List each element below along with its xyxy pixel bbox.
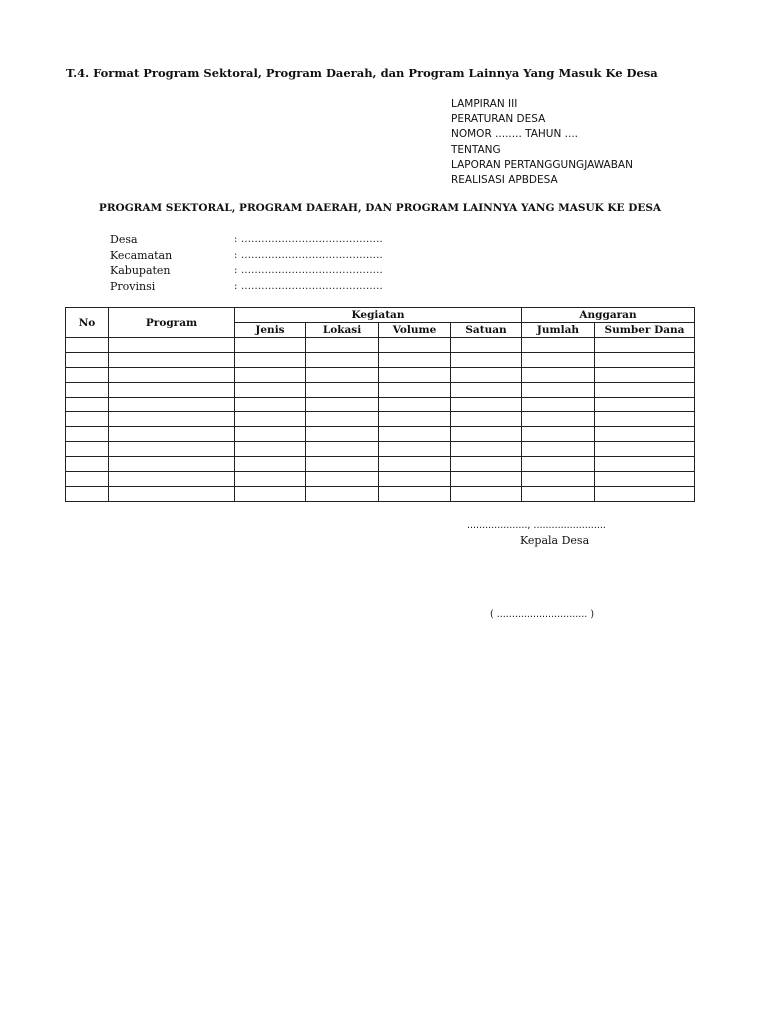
table-row xyxy=(66,472,695,487)
table-cell xyxy=(235,367,306,382)
table-cell xyxy=(451,382,522,397)
table-cell xyxy=(109,382,235,397)
col-header-anggaran: Anggaran xyxy=(522,308,695,323)
table-cell xyxy=(306,486,379,501)
table-cell xyxy=(522,457,595,472)
table-cell xyxy=(235,397,306,412)
col-header-no: No xyxy=(66,308,109,338)
table-cell xyxy=(109,427,235,442)
table-cell xyxy=(379,397,451,412)
col-header-jumlah: Jumlah xyxy=(522,323,595,338)
table-cell xyxy=(595,338,695,353)
table-cell xyxy=(379,442,451,457)
table-cell xyxy=(109,397,235,412)
lampiran-line: REALISASI APBDESA xyxy=(451,174,558,187)
table-row xyxy=(66,352,695,367)
kabupaten-label: Kabupaten xyxy=(110,264,171,277)
lampiran-line: LAPORAN PERTANGGUNGJAWABAN xyxy=(451,158,633,171)
table-cell xyxy=(451,352,522,367)
table-cell xyxy=(595,382,695,397)
kecamatan-value: : .......................................... xyxy=(234,249,383,261)
program-table xyxy=(65,307,695,502)
table-cell xyxy=(595,457,695,472)
table-cell xyxy=(235,472,306,487)
table-cell xyxy=(109,486,235,501)
table-cell xyxy=(451,427,522,442)
lampiran-line: LAMPIRAN III xyxy=(451,98,518,110)
signature-name: ( .............................. ) xyxy=(490,609,595,620)
col-header-kegiatan: Kegiatan xyxy=(235,308,522,323)
table-cell xyxy=(379,457,451,472)
table-row xyxy=(66,412,695,427)
col-header-satuan: Satuan xyxy=(451,323,522,338)
table-cell xyxy=(595,486,695,501)
table-cell xyxy=(66,367,109,382)
provinsi-value: : .......................................... xyxy=(234,280,383,292)
signature-role: Kepala Desa xyxy=(520,534,590,547)
table-cell xyxy=(522,382,595,397)
lampiran-block xyxy=(451,97,633,188)
table-cell xyxy=(379,472,451,487)
table-cell xyxy=(235,442,306,457)
table-body xyxy=(66,338,695,502)
table-cell xyxy=(522,472,595,487)
table-cell xyxy=(306,382,379,397)
table-cell xyxy=(595,412,695,427)
identity-row-kabupaten xyxy=(110,263,383,279)
table-cell xyxy=(66,472,109,487)
table-cell xyxy=(522,427,595,442)
table-cell xyxy=(306,412,379,427)
table-cell xyxy=(306,397,379,412)
table-cell xyxy=(522,397,595,412)
table-cell xyxy=(379,427,451,442)
col-header-lokasi: Lokasi xyxy=(306,323,379,338)
table-row xyxy=(66,442,695,457)
table-row xyxy=(66,486,695,501)
table-cell xyxy=(595,472,695,487)
table-cell xyxy=(595,352,695,367)
table-cell xyxy=(66,338,109,353)
table-cell xyxy=(235,382,306,397)
kabupaten-value: : .......................................... xyxy=(234,265,383,276)
col-header-program: Program xyxy=(109,308,235,338)
lampiran-line: NOMOR ........ TAHUN .... xyxy=(451,128,579,141)
identity-block xyxy=(110,232,383,294)
desa-value: : .......................................... xyxy=(234,234,383,245)
table-cell xyxy=(235,427,306,442)
table-cell xyxy=(235,486,306,501)
table-cell xyxy=(451,457,522,472)
table-cell xyxy=(306,427,379,442)
kecamatan-label: Kecamatan xyxy=(110,248,173,262)
table-cell xyxy=(379,412,451,427)
table-cell xyxy=(66,442,109,457)
table-cell xyxy=(379,352,451,367)
table-cell xyxy=(109,457,235,472)
table-cell xyxy=(379,486,451,501)
signature-place-date: ...................., ........................ xyxy=(467,520,606,531)
table-cell xyxy=(451,472,522,487)
table-cell xyxy=(306,338,379,353)
table-cell xyxy=(66,427,109,442)
desa-label: Desa xyxy=(110,233,138,246)
lampiran-line: PERATURAN DESA xyxy=(451,113,546,126)
table-cell xyxy=(379,367,451,382)
table-row xyxy=(66,427,695,442)
table-cell xyxy=(379,338,451,353)
table-cell xyxy=(451,338,522,353)
table-cell xyxy=(522,486,595,501)
table-cell xyxy=(109,472,235,487)
identity-row-desa xyxy=(110,232,383,248)
table-cell xyxy=(306,457,379,472)
table-row xyxy=(66,457,695,472)
table-cell xyxy=(306,472,379,487)
table-cell xyxy=(235,352,306,367)
form-heading: T.4. Format Program Sektoral, Program Daerah, dan Program Lainnya Yang Masuk Ke Desa xyxy=(66,66,658,80)
table-cell xyxy=(595,367,695,382)
table-cell xyxy=(66,382,109,397)
table-cell xyxy=(109,412,235,427)
table-cell xyxy=(595,397,695,412)
table-cell xyxy=(451,397,522,412)
provinsi-label: Provinsi xyxy=(110,279,156,293)
table-cell xyxy=(109,442,235,457)
table-cell xyxy=(522,442,595,457)
col-header-jenis: Jenis xyxy=(235,323,306,338)
table-row xyxy=(66,397,695,412)
table-cell xyxy=(522,338,595,353)
table-cell xyxy=(522,352,595,367)
table-cell xyxy=(235,338,306,353)
table-cell xyxy=(451,442,522,457)
table-cell xyxy=(451,412,522,427)
table-cell xyxy=(66,486,109,501)
col-header-volume: Volume xyxy=(379,323,451,338)
table-cell xyxy=(306,352,379,367)
table-cell xyxy=(66,397,109,412)
col-header-sumber-dana: Sumber Dana xyxy=(595,323,695,338)
table-cell xyxy=(66,352,109,367)
table-cell xyxy=(235,457,306,472)
table-cell xyxy=(109,352,235,367)
table-cell xyxy=(522,367,595,382)
table-cell xyxy=(595,427,695,442)
identity-row-kecamatan xyxy=(110,248,383,264)
table-cell xyxy=(522,412,595,427)
table-row xyxy=(66,367,695,382)
table-cell xyxy=(451,486,522,501)
table-cell xyxy=(109,367,235,382)
document-title: PROGRAM SEKTORAL, PROGRAM DAERAH, DAN PROGRAM LAINNYA YANG MASUK KE DESA xyxy=(98,202,662,214)
table-cell xyxy=(595,442,695,457)
table-cell xyxy=(379,382,451,397)
table-row xyxy=(66,338,695,353)
table-cell xyxy=(306,367,379,382)
table-cell xyxy=(235,412,306,427)
table-cell xyxy=(66,457,109,472)
identity-row-provinsi xyxy=(110,279,383,295)
lampiran-line: TENTANG xyxy=(451,143,501,156)
table-cell xyxy=(306,442,379,457)
table-cell xyxy=(109,338,235,353)
table-row xyxy=(66,382,695,397)
table-cell xyxy=(66,412,109,427)
table-cell xyxy=(451,367,522,382)
